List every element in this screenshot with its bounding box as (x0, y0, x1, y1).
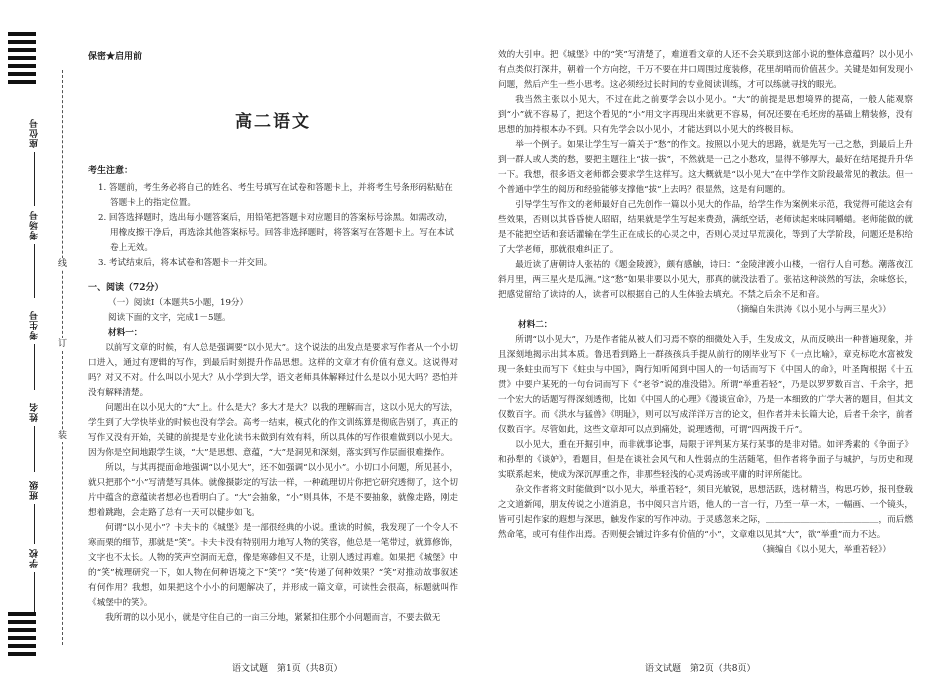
material-2-label: 材料二： (518, 320, 553, 330)
binding-char-staple: 订 (58, 339, 68, 349)
binding-char-bind: 装 (58, 431, 68, 441)
page-1 (88, 44, 458, 626)
paragraph: 引导学生写作文的老师最好自己先创作一篇以小见大的作品，给学生作为案例来示范，我觉得可能这会有些效果，否则以其昏昏使人昭昭，结果就是学生写起来费劲，满纸空话，老师读起来味同嚼蜡。老师能做的就是不能把空话和套话灌输在学生正在成长的心灵之中，否则心灵过早荒漠化，等到了大学阶段，问题还是积给了大学老师，那就很难纠正了。 (498, 200, 913, 255)
field-room: 考场号 (22, 210, 46, 298)
material-1-label: 材料一： (108, 328, 143, 338)
paragraph: 以前写文章的时候，有人总是强调要“以小见大”。这个说法的出发点是要求写作者从一个小切口进入，通过有逻辑的写作，到最后时刻提升作品思想。这样的文章才有价值有意义。这说得对吗？对又不对。什么叫以小见大？从小学到大学，语文老师具体解释过什么是以小见大吗？恐怕并没有解释清楚。 (88, 343, 458, 398)
notice-item: 2. 回答选择题时，选出每小题答案后，用铅笔把答题卡对应题目的答案标号涂黑。如需改动，用橡皮擦干净后，再选涂其他答案标号。回答非选择题时，将答案写在答题卡上。写在本试卷上无效。 (98, 213, 454, 253)
paragraph: 何谓“以小见小”？卡夫卡的《城堡》是一部很经典的小说。重读的时候，我发现了一个令人不寒而栗的细节，那就是“笑”。卡夫卡没有特别用力地写人物的笑容，他总是一笔带过，就算修饰，文字也不太长。人物的笑声空洞而无意，像是寒碜但又不是，让别人透过再难。如果把《城堡》中的“笑”梳理研究一下，如人物在何种语境之下“笑”？“笑”传递了何种效果？“笑”对推动故事叙述有何作用？我想，如果把这个小小的问题解决了，并形成一篇文章，可读性会很高，标题就叫作《城堡中的笑》。 (88, 523, 458, 608)
field-examno: 考生号 (22, 310, 46, 390)
binding-dashed-line (62, 70, 63, 645)
section-heading: 一、阅读（72分） (88, 283, 164, 293)
field-class: 班级 (22, 480, 46, 544)
source-citation-2: （摘编自《以小见大，举重若轻》） (757, 545, 891, 555)
notice-item: 3. 考试结束后，将本试卷和答题卡一并交回。 (98, 258, 273, 268)
paragraph: 所以，与其再提面命地强调“以小见大”，还不如强调“以小见小”。小切口小问题，所见甚小，就只把那个“小”写清楚写具体。就像摄影定的写法一样，一种疏理切片你把它研究透彻了，这个切片中蕴含的意蕴读者想必也看明白了。“大”会抽象，“小”则具体，不是不要抽象，就像走路，刚走想着跳跑，会走路了总有一天可以健步如飞。 (88, 463, 458, 518)
paragraph: 问题出在以小见大的“大”上。什么是大？多大才是大？以我的理解而言，这以小见大的写法，学生到了大学快毕业的时候也没有学会。高考一结束，模式化的作文训练算是彻底告别了，真正的写作又没有开始，关键的前提是专业化读书未做到有效有料，所以具体的写作很难做到以小见大。因为你是空间地跟学生谈，“大”是思想、意蕴，“大”是洞见和深刻，落实到写作层面很难操作。 (88, 403, 458, 458)
subsection-heading: （一）阅读Ⅰ（本题共5小题，19分） (108, 298, 249, 308)
section-instruction: 阅读下面的文字，完成1－5题。 (108, 313, 231, 323)
page-2 (498, 48, 913, 558)
field-school: 学校 (22, 548, 46, 612)
secret-label: 保密★启用前 (88, 52, 143, 62)
paragraph: 我所谓的以小见小，就是守住自己的一亩三分地，紧紧扣住那个小问题而言，不要去做无 (105, 613, 441, 623)
paragraph: 以小见大，重在开掘引申，而非就事论事，局限于评判某方某行某事的是非对错。如评秀素的《争面子》和孙犁的《谈妒》，看题目，但是在谈社会风气和人性弱点的生活随笔，但作者将争面子与城护，与历史和现实联系起来，使成为深沉厚重之作，非那些轻浅的心灵鸡汤或平庸的时评所能比。 (498, 440, 913, 480)
footer-page-1: 语文试题 第1页（共8页） (232, 664, 343, 674)
notice-heading: 考生注意： (88, 166, 134, 176)
paragraph: 举一个例子。如果让学生写一篇关于“愁”的作文。按照以小见大的思路，就是先写一己之愁，到最后上升到一群人或人类的愁，要把主题往上“拔一拔”，不然就是一己之小愁攻，显得不够厚大，最好在结尾提升升华一下。我想，很多语文老师都会要求学生这样写。这大概就是“以小见大”在中学作文阶段最常见的教法。但一个普通中学生的阅历和经验能够支撑他“拔”上去吗？很显然，这是有问题的。 (498, 140, 913, 195)
binding-char-line: 线 (58, 259, 68, 269)
paragraph: 所谓“以小见大”，乃是作者能从被人们习焉不察的细微处入手，生发成文，从而反映出一种普遍现象，并且深刻地揭示出其本质。鲁迅看到路上一群孩孩兵手提从前行的刚毕业写下《一点比喻》，章克标吃水富被发现一条蛀虫而写下《蛀虫与中国》，陶行知听闻到中国人的一句话而写下《中国人的命》，叶圣陶根据《十五贯》中要户某死的一句台词而写下《“老爷”说的准没错》。所谓“举重若轻”，乃是以罗罗数百言、千余字，把一个宏大的话题写得深刻透彻，比如《中国人的心理》《漫谈宣命》，乃是一本细致的广学大著的题目，但其文仅数百字。而《洪水与猛兽》《明耻》，则可以写成洋洋万言的论文，但作者并未长篇大论，后者千余字，前者仅数百字。尽管如此，这些文章却可以点到痛处，说理透彻，可谓“四两拨千斤”。 (498, 335, 913, 435)
paragraph: 我当然主张以小见大，不过在此之前要学会以小见小。“大”的前提是思想境界的提高，一般人能观察到“小”就不容易了，把这个看见的“小”用文字再现出来就更不容易，何况还要在毛坯房的基础上精装修，没有思想的加持根本办不到。只有先学会以小见小，才能达到以小见大的终极目标。 (498, 95, 913, 135)
field-name: 姓名 (22, 402, 46, 472)
paragraph: 最近读了唐朝诗人张祜的《题金陵渡》，颇有感触，诗曰：“金陵津渡小山楼，一宿行人自可愁。潮落夜江斜月里，两三星火是瓜洲。”这“愁”如果非要以小见大，那真的就没法看了。张祜这种淡然的写法，余味悠长，把感觉留给了读诗的人，读者可以根据自己的人生体验去填充。不禁之后余不足和音。 (498, 260, 913, 300)
page-title: 高二语文 (235, 112, 311, 132)
paragraph: 效的大引申。把《城堡》中的“笑”写清楚了，难道看文章的人还不会关联到这部小说的整体意蕴吗？以小见小有点类似打深井，朝着一个方向挖，千万不要在井口周围过度装修，花里胡哨而价值甚少。关键是如何发现小问题，然后产生一些小思考。这必须经过长时间的专业阅读训练，才可以练就寻找的眼光。 (498, 50, 913, 90)
notice-item: 1. 答题前，考生务必将自己的姓名、考生号填写在试卷和答题卡上，并将考生号条形码粘贴在答题卡上的指定位置。 (98, 183, 453, 208)
field-seat: 座位号 (22, 118, 46, 206)
paragraph: 杂文作者将文时能做到“以小见大，举重若轻”，须目光敏锐，思想活跃，选材精当，构思巧妙，报刊登载之文道新闻，朋友传说之小道消息，书中阅只言片语，他人的一言一行，乃至一草一木，一幅画、一个镜头，皆可引起作家的遐想与深思，触发作家的写作冲动。于灵感忽来之际，＿＿＿＿＿＿＿＿＿＿＿＿＿，而后燃然命笔，或可有佳作出焉。否则便会铺过许多有价值的“小”，文章难以见其“大”，欲“举重”而力不达。 (498, 485, 913, 540)
footer-page-2: 语文试题 第2页（共8页） (645, 664, 756, 674)
source-citation-1: （摘编自朱洪涛《以小见小与两三星火》） (732, 305, 891, 315)
